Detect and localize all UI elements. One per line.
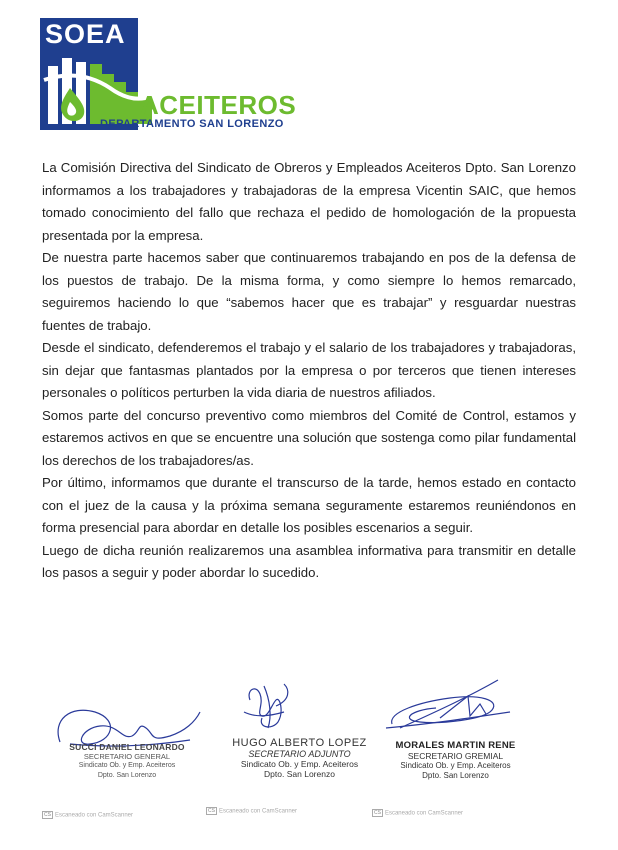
scan-watermark (42, 811, 133, 819)
paragraph: Luego de dicha reunión realizaremos una asamblea informativa para transmitir en detalle los pasos a seguir y poder abordar lo sucedido. (42, 542, 576, 580)
scan-watermark (372, 809, 463, 817)
logo-title: SOEA (45, 19, 126, 49)
signer-location: Dpto. San Lorenzo (264, 769, 335, 779)
scan-watermark-text: Escaneado con CamScanner (54, 812, 133, 819)
camscanner-icon: CS (208, 808, 215, 814)
signature-succi (58, 710, 200, 746)
camscanner-icon: CS (374, 810, 381, 816)
scan-watermark-text: Escaneado con CamScanner (384, 810, 463, 817)
signature-lopez (244, 684, 288, 728)
logo-subtitle: ACEITEROS (140, 90, 297, 120)
signer-organization: Sindicato Ob. y Emp. Aceiteros (240, 759, 359, 769)
signer-organization: Sindicato Ob. y Emp. Aceiteros (78, 762, 176, 769)
signer-organization: Sindicato Ob. y Emp. Aceiteros (400, 761, 511, 770)
signature-block (393, 740, 518, 781)
union-logo (40, 18, 297, 136)
scan-watermark-text: Escaneado con CamScanner (218, 808, 297, 815)
statement-body (42, 157, 576, 585)
paragraph: Somos parte del concurso preventivo como miembros del Comité de Control, estamos y estaremos activos en que se encuentre una solución que sostenga como pilar fundamental los derechos de los trabajadores/as. (42, 407, 576, 468)
camscanner-icon: CS (44, 812, 51, 818)
logo-department: DEPARTAMENTO SAN LORENZO (100, 118, 284, 130)
signer-location: Dpto. San Lorenzo (422, 771, 489, 780)
paragraph: Por último, informamos que durante el transcurso de la tarde, hemos estado en contacto con el juez de la causa y la próxima semana seguramente estaremos reuniéndonos en forma presencial para abordar en detalle los posibles escenarios a seguir. (42, 475, 576, 535)
signer-role: SECRETARIO GENERAL (83, 752, 171, 761)
signer-role: SECRETARIO GREMIAL (407, 751, 504, 761)
signer-name: MORALES MARTIN RENE (395, 740, 516, 751)
paragraph: La Comisión Directiva del Sindicato de Obreros y Empleados Aceiteros Dpto. San Lorenzo informamos a los trabajadores y trabajadoras de la empresa Vicentin SAIC, que hemos tomado conocimiento del fallo que rechaza el pedido de homologación de la propuesta presentada por la empresa. (42, 160, 576, 243)
signature-block (62, 742, 192, 781)
paragraph: Desde el sindicato, defenderemos el trabajo y el salario de los trabajadores y trabajadoras, sin dejar que fantasmas plantados por la empresa o por terceros que tienen intereses personales o políticos perturben la vida diaria de nuestros afiliados. (42, 340, 576, 400)
signer-name: SUCCI DANIEL LEONARDO (69, 742, 185, 752)
signer-role: SECRETARIO ADJUNTO (248, 749, 351, 759)
signer-name: HUGO ALBERTO LOPEZ (232, 737, 367, 749)
scan-watermark (206, 807, 297, 815)
signature-block (232, 737, 367, 779)
signer-location: Dpto. San Lorenzo (97, 772, 157, 779)
signature-morales (386, 680, 510, 728)
paragraph: De nuestra parte hacemos saber que continuaremos trabajando en pos de la defensa de los puestos de trabajo. De la misma forma, y como siempre lo hemos remarcado, seguiremos haciendo lo que “sabemos hacer que es trabajar” y resguardar nuestras fuentes de trabajo. (42, 250, 576, 333)
